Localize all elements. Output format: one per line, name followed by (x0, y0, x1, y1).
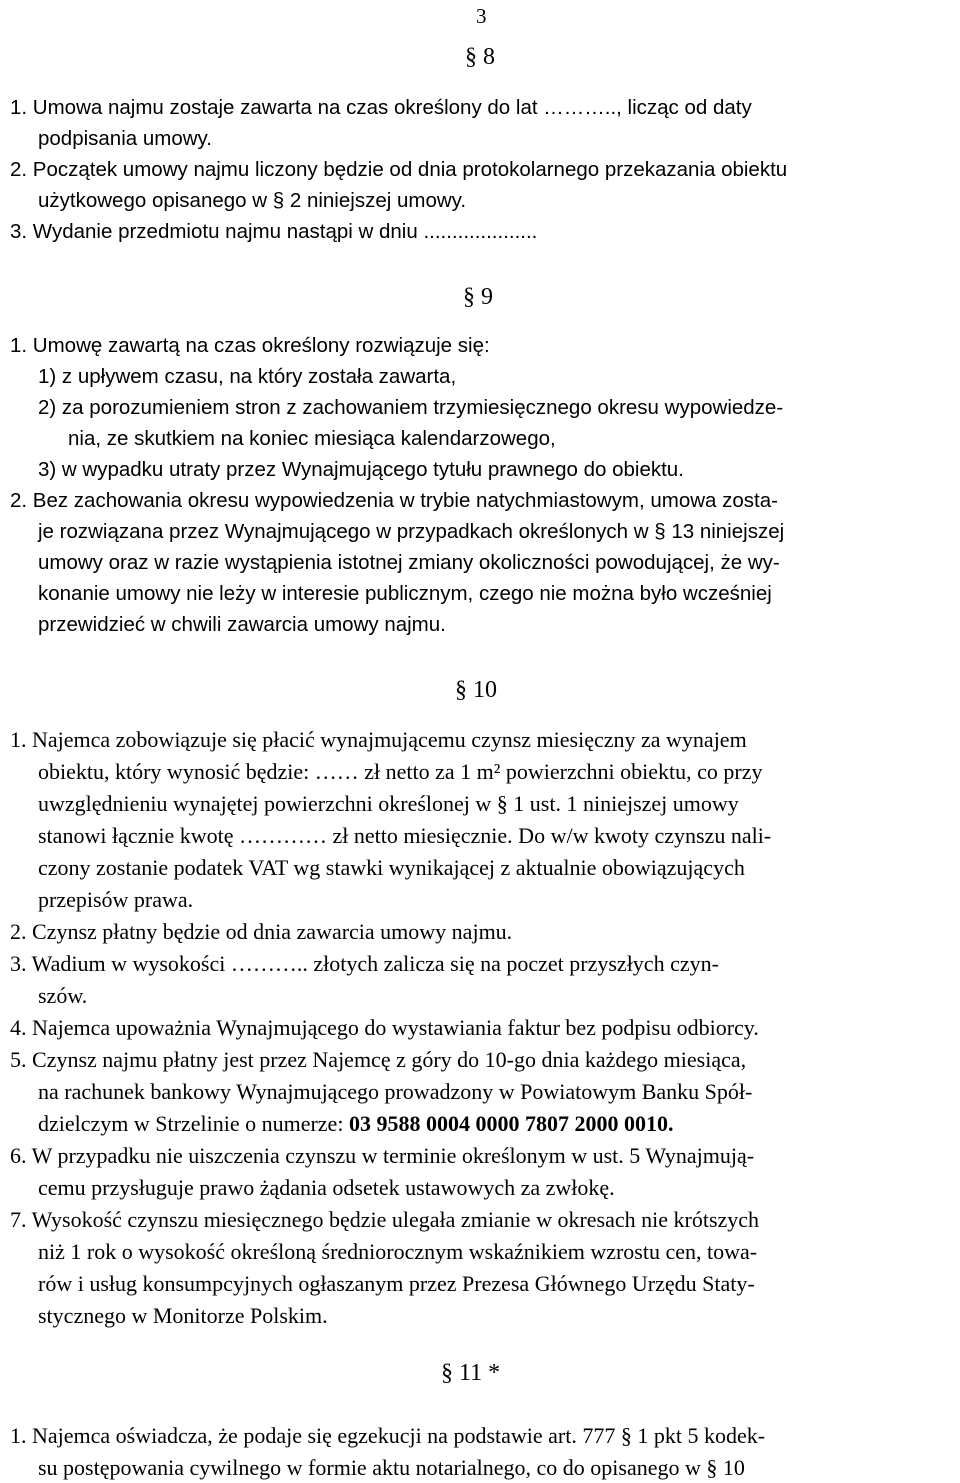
s10-line-8: 3. Wadium w wysokości ……….. złotych zalicza się na poczet przyszłych czyn- (10, 951, 719, 976)
s10-line-15: cemu przysługuje prawo żądania odsetek ustawowych za zwłokę. (38, 1175, 615, 1200)
s10-line-6: przepisów prawa. (38, 887, 194, 912)
s10-line-9: szów. (38, 983, 88, 1008)
s10-line-1: 1. Najemca zobowiązuje się płacić wynajmującemu czynsz miesięczny za wynajem (10, 727, 747, 752)
s10-line-11: 5. Czynsz najmu płatny jest przez Najemcę z góry do 10-go dnia każdego miesiąca, (10, 1047, 747, 1072)
s11-line-2: su postępowania cywilnego w formie aktu notarialnego, co do opisanego w § 10 (38, 1455, 745, 1480)
s10-line-19: stycznego w Monitorze Polskim. (38, 1303, 328, 1328)
s10-line-13 (38, 1111, 673, 1137)
s9-p1-line-3: 2) za porozumieniem stron z zachowaniem trzymiesięcznego okresu wypowiedze- (38, 396, 784, 419)
s10-line-16: 7. Wysokość czynszu miesięcznego będzie ulegała zmianie w okresach nie krótszych (10, 1207, 760, 1232)
s9-p1-line-5: 3) w wypadku utraty przez Wynajmującego tytułu prawnego do obiektu. (38, 458, 684, 481)
s10-line-17: niż 1 rok o wysokość określoną średniorocznym wskaźnikiem wzrostu cen, towa- (38, 1239, 758, 1264)
s10-line-13-text: dzielczym w Strzelinie o numerze: (38, 1111, 349, 1136)
s9-p2-line-3: umowy oraz w razie wystąpienia istotnej zmiany okoliczności powodującej, że wy- (38, 551, 780, 574)
s9-p1-line-2: 1) z upływem czasu, na który została zawarta, (38, 365, 457, 388)
s10-line-3: uwzględnieniu wynajętej powierzchni określonej w § 1 ust. 1 niniejszej umowy (38, 791, 739, 816)
s10-line-4: stanowi łącznie kwotę ………… zł netto miesięcznie. Do w/w kwoty czynszu nali- (38, 823, 772, 848)
s9-p2-line-1: 2. Bez zachowania okresu wypowiedzenia w trybie natychmiastowym, umowa zosta- (10, 489, 778, 512)
s8-line-1: 1. Umowa najmu zostaje zawarta na czas określony do lat ……….., licząc od daty (10, 96, 752, 119)
section-heading-10: § 10 (455, 677, 497, 703)
s9-p2-line-5: przewidzieć w chwili zawarcia umowy najmu. (38, 613, 446, 636)
s10-line-7: 2. Czynsz płatny będzie od dnia zawarcia umowy najmu. (10, 919, 513, 944)
bank-account-number: 03 9588 0004 0000 7807 2000 0010. (348, 1111, 674, 1136)
s10-line-12: na rachunek bankowy Wynajmującego prowadzony w Powiatowym Banku Spół- (38, 1079, 753, 1104)
s11-line-1: 1. Najemca oświadcza, że podaje się egzekucji na podstawie art. 777 § 1 pkt 5 kodek- (10, 1423, 766, 1448)
s9-p1-line-4: nia, ze skutkiem na koniec miesiąca kalendarzowego, (68, 427, 556, 450)
s9-p2-line-2: je rozwiązana przez Wynajmującego w przypadkach określonych w § 13 niniejszej (38, 520, 785, 543)
s10-line-5: czony zostanie podatek VAT wg stawki wynikającej z aktualnie obowiązujących (38, 855, 745, 880)
s10-line-14: 6. W przypadku nie uiszczenia czynszu w terminie określonym w ust. 5 Wynajmują- (10, 1143, 755, 1168)
section-heading-8: § 8 (465, 44, 495, 70)
s8-line-5: 3. Wydanie przedmiotu najmu nastąpi w dniu .................... (10, 220, 538, 243)
page-number: 3 (476, 4, 487, 28)
s9-p2-line-4: konanie umowy nie leży w interesie publicznym, czego nie można było wcześniej (38, 582, 772, 605)
s10-line-2: obiektu, który wynosić będzie: …… zł netto za 1 m² powierzchni obiektu, co przy (38, 759, 763, 784)
s10-line-10: 4. Najemca upoważnia Wynajmującego do wystawiania faktur bez podpisu odbiorcy. (10, 1015, 759, 1040)
section-heading-9: § 9 (463, 284, 493, 310)
section-heading-11: § 11 * (441, 1360, 501, 1386)
s9-p1-line-1: 1. Umowę zawartą na czas określony rozwiązuje się: (10, 334, 490, 357)
s8-line-3: 2. Początek umowy najmu liczony będzie od dnia protokolarnego przekazania obiektu (10, 158, 788, 181)
s8-line-2: podpisania umowy. (38, 127, 212, 150)
s10-line-18: rów i usług konsumpcyjnych ogłaszanym przez Prezesa Głównego Urzędu Staty- (38, 1271, 755, 1296)
s8-line-4: użytkowego opisanego w § 2 niniejszej umowy. (38, 189, 467, 212)
